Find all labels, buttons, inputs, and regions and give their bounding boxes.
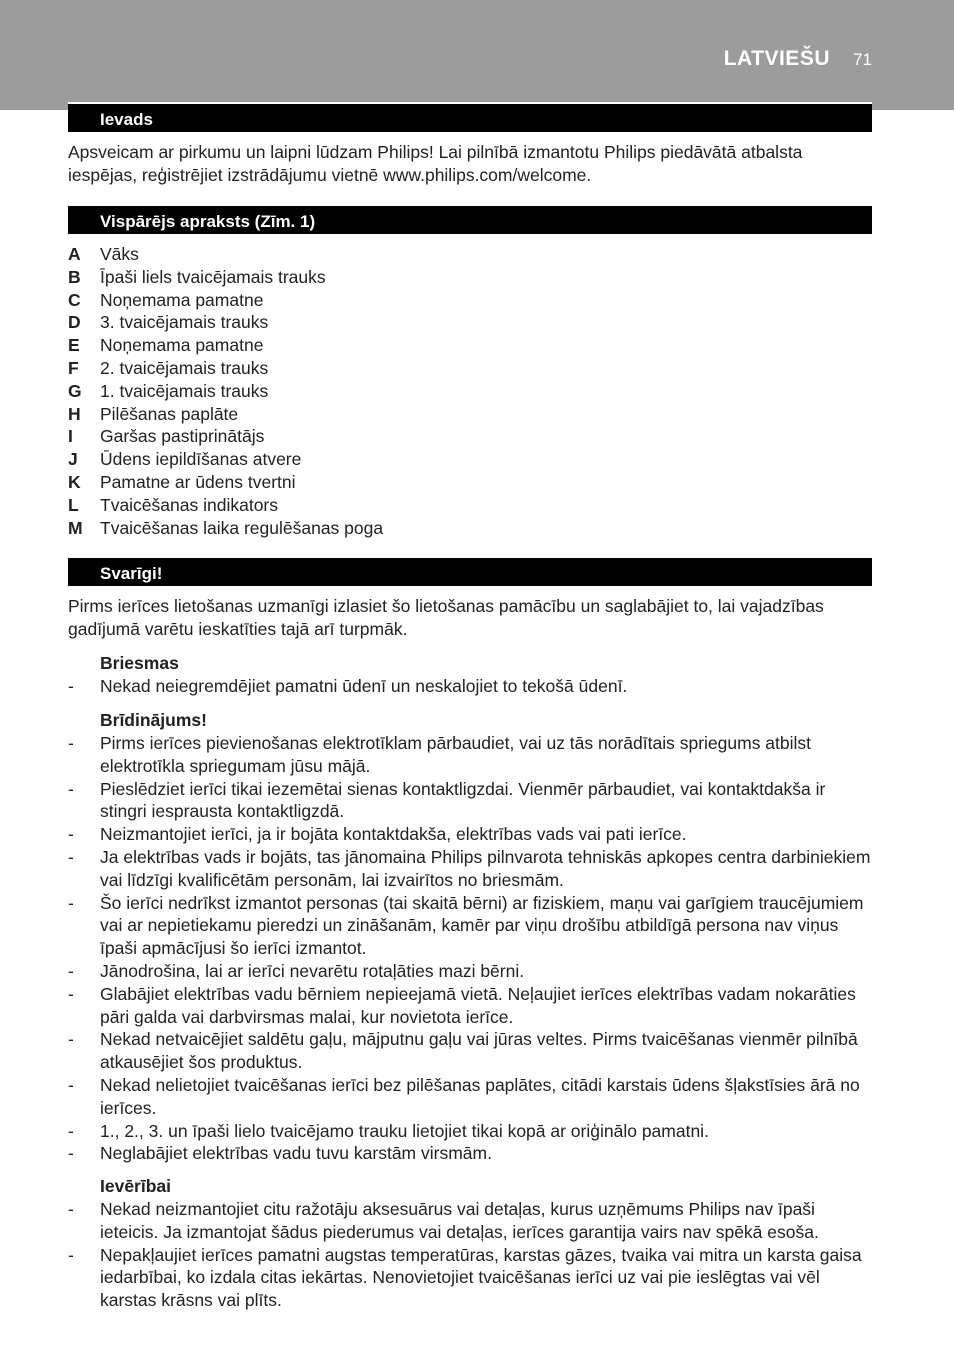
part-label: Vāks (100, 244, 139, 264)
list-item-text: Jānodrošina, lai ar ierīci nevarētu rotaļāties mazi bērni. (100, 960, 525, 981)
warning-list (68, 732, 874, 1165)
part-item (68, 243, 383, 266)
part-item (68, 357, 383, 380)
part-label: Garšas pastiprinātājs (100, 426, 265, 447)
part-label: Pilēšanas paplāte (100, 403, 239, 424)
list-item (68, 1142, 874, 1165)
dash-bullet: - (68, 1244, 74, 1265)
dash-bullet: - (68, 1074, 74, 1095)
part-item (68, 471, 383, 494)
dash-bullet: - (68, 778, 74, 799)
part-key: M (68, 517, 83, 538)
dash-bullet: - (68, 824, 74, 845)
section-heading-description: Vispārējs apraksts (Zīm. 1) (68, 206, 872, 234)
part-label: 3. tvaicējamais trauks (100, 312, 269, 333)
dash-bullet: - (68, 1143, 74, 1164)
section-heading-important: Svarīgi! (68, 558, 872, 586)
page-header (0, 0, 954, 110)
part-item (68, 403, 383, 426)
list-item (68, 675, 874, 698)
danger-list (68, 675, 874, 698)
caution-subheading: Ievērībai (100, 1176, 172, 1196)
part-key: F (68, 357, 79, 378)
part-key: G (68, 380, 82, 401)
part-label: Noņemama pamatne (100, 289, 264, 310)
list-item-text: Nekad nelietojiet tvaicēšanas ierīci bez pilēšanas paplātes, citādi karstais ūdens šļakstīsies ārā no ierīces. (100, 1074, 860, 1118)
dash-bullet: - (68, 960, 74, 981)
part-item (68, 334, 383, 357)
dash-bullet: - (68, 1029, 74, 1050)
list-item (68, 1244, 874, 1312)
part-item (68, 289, 383, 312)
dash-bullet: - (68, 846, 74, 867)
list-item (68, 983, 874, 1029)
list-item (68, 960, 874, 983)
part-key: H (68, 403, 81, 424)
list-item-text: Pieslēdziet ierīci tikai iezemētai sienas kontaktligzdai. Vienmēr pārbaudiet, vai kontaktdakša ir stingri iesprausta kontaktligzdā. (100, 778, 826, 822)
part-item (68, 448, 383, 471)
list-item-text: Nekad neizmantojiet citu ražotāju aksesuārus vai detaļas, kurus uzņēmums Philips nav īpaši ieteicis. Ja izmantojat šādus piederumus vai detaļas, ierīces garantija vairs nav spēkā esoša. (100, 1199, 819, 1242)
part-key: I (68, 426, 73, 447)
part-item (68, 425, 383, 448)
list-item (68, 892, 874, 960)
list-item-text: Glabājiet elektrības vadu bērniem nepieejamā vietā. Neļaujiet ierīces elektrības vadam nokarāties pāri galda vai darbvirsmas malai, kur novietota ierīce. (100, 983, 856, 1027)
part-key: L (68, 494, 79, 515)
part-key: C (68, 289, 81, 310)
intro-text: Apsveicam ar pirkumu un laipni lūdzam Philips! Lai pilnībā izmantotu Philips piedāvātā atbalsta iespējas, reģistrējiet izstrādājumu vietnē www.philips.com/welcome. (68, 142, 803, 185)
part-label: Tvaicēšanas indikators (100, 494, 278, 515)
list-item (68, 778, 874, 824)
part-item (68, 380, 383, 403)
part-key: D (68, 312, 81, 333)
part-key: J (68, 449, 78, 470)
part-label: Noņemama pamatne (100, 335, 264, 356)
part-item (68, 494, 383, 517)
list-item-text: Nepakļaujiet ierīces pamatni augstas temperatūras, karstas gāzes, tvaika vai mitra un karsta gaisa iedarbībai, ko izdala citas iekārtas. Nenovietojiet tvaicēšanas ierīci uz vai pie ieslēgtas vai vēl karstas krāsns vai plīts. (100, 1244, 862, 1311)
list-item-text: Ja elektrības vads ir bojāts, tas jānomaina Philips pilnvarota tehniskās apkopes centra darbiniekiem vai līdzīgi kvalificētām personām, lai izvairītos no briesmām. (100, 846, 871, 890)
part-key: E (68, 335, 80, 356)
list-item (68, 823, 874, 846)
danger-subheading: Briesmas (100, 653, 179, 673)
list-item (68, 846, 874, 892)
part-label: 2. tvaicējamais trauks (100, 357, 269, 378)
list-item-text: Šo ierīci nedrīkst izmantot personas (tai skaitā bērni) ar fiziskiem, maņu vai garīgiem traucējumiem vai ar nepietiekamu pieredzi un zināšanām, kamēr par viņu drošību atbildīgā persona nav viņus īpaši apmācījusi šo ierīci izmantot. (100, 892, 864, 959)
dash-bullet: - (68, 983, 74, 1004)
part-label: Īpaši liels tvaicējamais trauks (100, 266, 326, 287)
part-item (68, 311, 383, 334)
list-item (68, 1120, 874, 1143)
part-label: Pamatne ar ūdens tvertni (100, 471, 296, 492)
caution-list (68, 1198, 874, 1312)
list-item-text: Neizmantojiet ierīci, ja ir bojāta kontaktdakša, elektrības vads vai pati ierīce. (100, 824, 687, 845)
part-label: Ūdens iepildīšanas atvere (100, 449, 302, 470)
section-heading-intro: Ievads (68, 102, 872, 132)
list-item-text: Nekad neiegremdējiet pamatni ūdenī un neskalojiet to tekošā ūdenī. (100, 676, 628, 696)
dash-bullet: - (68, 676, 74, 696)
page-number: 71 (853, 50, 872, 69)
part-key: K (68, 471, 81, 492)
list-item (68, 732, 874, 778)
list-item (68, 1074, 874, 1120)
important-intro-text: Pirms ierīces lietošanas uzmanīgi izlasiet šo lietošanas pamācību un saglabājiet to, lai vajadzības gadījumā varētu ieskatīties tajā arī turpmāk. (68, 596, 824, 639)
list-item-text: Nekad netvaicējiet saldētu gaļu, mājputnu gaļu vai jūras veltes. Pirms tvaicēšanas vienmēr pilnībā atkausējiet šos produktus. (100, 1029, 858, 1073)
list-item (68, 1028, 874, 1074)
dash-bullet: - (68, 1120, 74, 1141)
part-label: 1. tvaicējamais trauks (100, 380, 269, 401)
part-key: A (68, 244, 81, 264)
dash-bullet: - (68, 1199, 74, 1219)
list-item-text: Pirms ierīces pievienošanas elektrotīklam pārbaudiet, vai uz tās norādītais spriegums atbilst elektrotīkla spriegumam jūsu mājā. (100, 733, 812, 776)
dash-bullet: - (68, 733, 74, 753)
list-item-text: Neglabājiet elektrības vadu tuvu karstām virsmām. (100, 1143, 492, 1164)
part-item (68, 517, 383, 540)
language-label: LATVIEŠU (723, 47, 830, 70)
dash-bullet: - (68, 892, 74, 913)
part-item (68, 266, 383, 289)
part-label: Tvaicēšanas laika regulēšanas poga (100, 517, 384, 538)
part-key: B (68, 266, 81, 287)
list-item (68, 1198, 874, 1244)
list-item-text: 1., 2., 3. un īpaši lielo tvaicējamo trauku lietojiet tikai kopā ar oriģinālo pamatni. (100, 1120, 709, 1141)
parts-list (68, 243, 383, 539)
warning-subheading: Brīdinājums! (100, 710, 207, 730)
